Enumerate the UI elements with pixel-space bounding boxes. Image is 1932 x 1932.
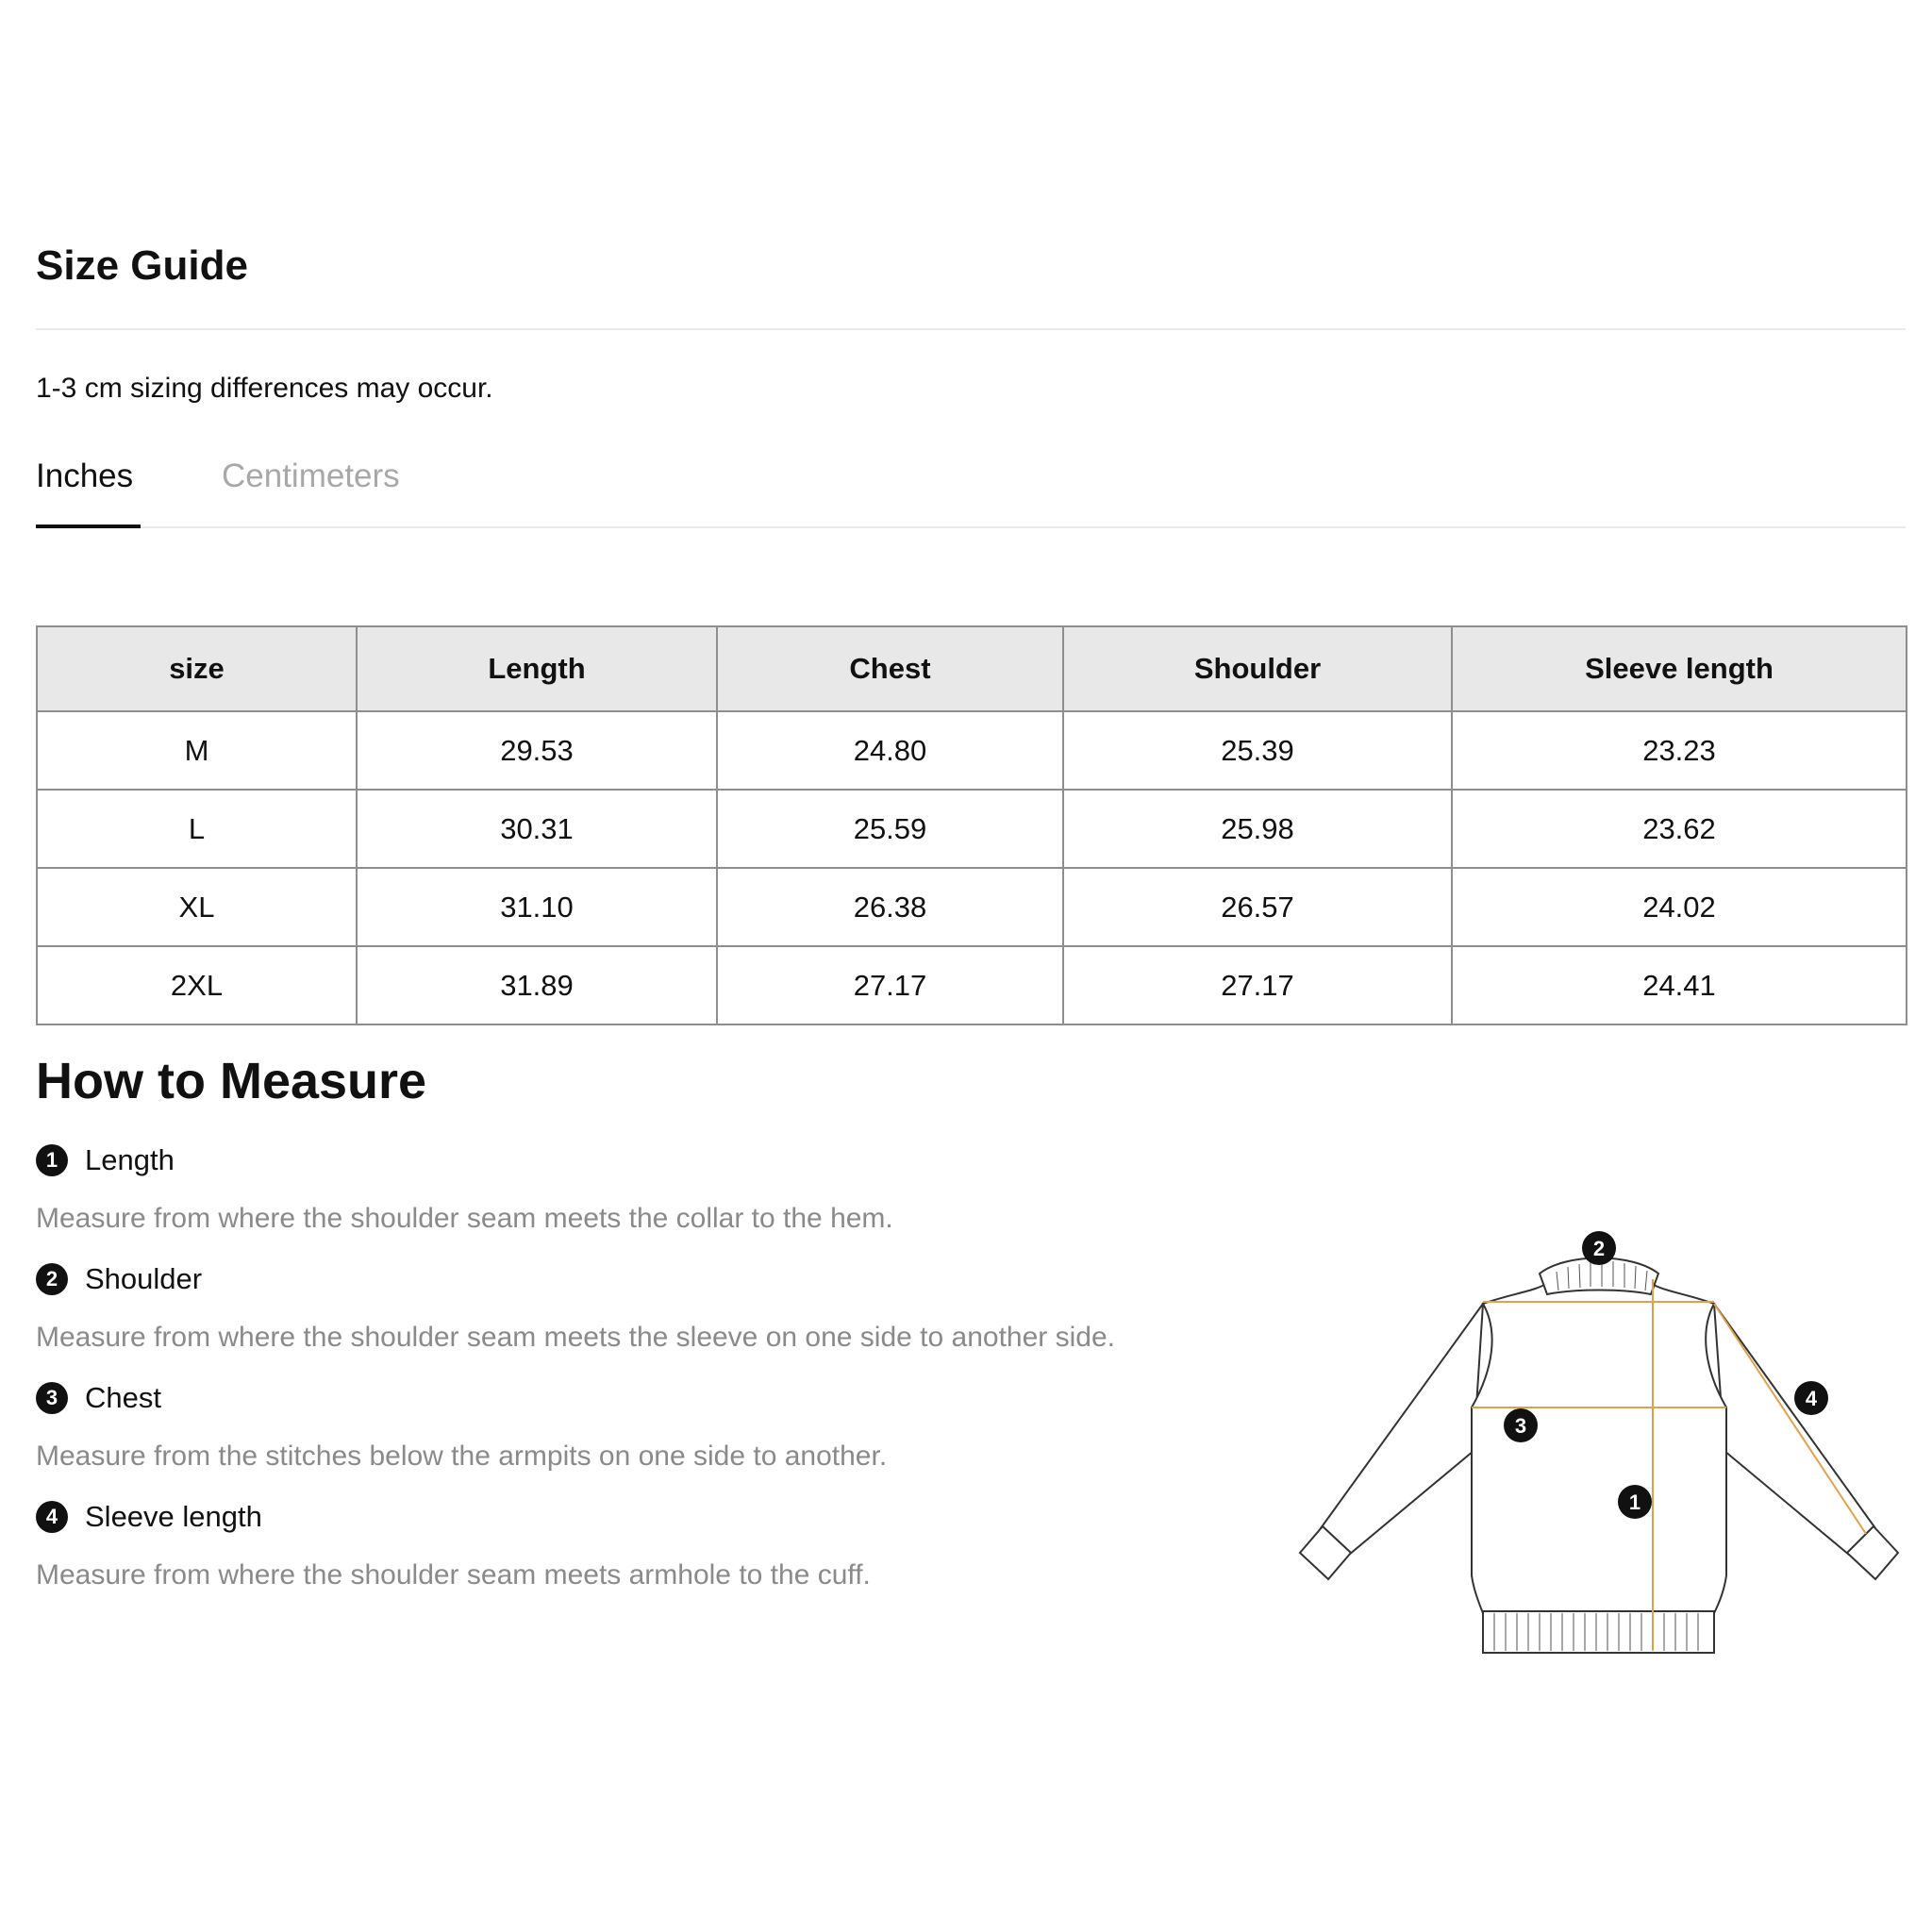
sweater-measurement-diagram [1283,1217,1924,1670]
number-1-icon: 1 [36,1144,68,1176]
table-cell: 2XL [37,946,357,1024]
number-3-icon: 3 [36,1382,68,1414]
table-cell: 25.59 [717,790,1063,868]
measure-label: Shoulder [85,1262,203,1295]
table-cell: 29.53 [357,711,717,790]
number-2-icon: 2 [36,1263,68,1295]
column-header-size: size [37,626,357,711]
table-cell: 26.57 [1063,868,1452,946]
table-cell: M [37,711,357,790]
table-cell: L [37,790,357,868]
table-cell: 27.17 [717,946,1063,1024]
table-cell: 26.38 [717,868,1063,946]
column-header-chest: Chest [717,626,1063,711]
table-row [37,711,1907,790]
unit-tabs [36,443,1906,528]
marker-2-icon [1582,1231,1616,1265]
column-header-length: Length [357,626,717,711]
measure-item-shoulder [36,1260,1115,1357]
measure-item-chest [36,1379,887,1475]
marker-label: 4 [1805,1387,1818,1410]
measure-label: Length [85,1143,175,1176]
table-cell: 23.62 [1452,790,1907,868]
table-cell: 24.41 [1452,946,1907,1024]
sizing-note: 1-3 cm sizing differences may occur. [36,373,493,404]
tab-inches[interactable]: Inches [36,458,134,494]
page-title: Size Guide [36,242,248,289]
marker-3-icon [1504,1408,1538,1442]
table-row [37,868,1907,946]
marker-label: 2 [1592,1237,1606,1260]
measure-description: Measure from where the shoulder seam meets the sleeve on one side to another side. [36,1322,1115,1353]
table-cell: XL [37,868,357,946]
tab-centimeters[interactable]: Centimeters [222,458,400,494]
marker-4-icon [1794,1381,1828,1415]
table-header-row [37,626,1907,711]
table-cell: 25.98 [1063,790,1452,868]
table-cell: 23.23 [1452,711,1907,790]
tabs-divider [36,526,1906,528]
measure-description: Measure from where the shoulder seam meets armhole to the cuff. [36,1559,871,1591]
table-cell: 31.89 [357,946,717,1024]
size-table [36,625,1907,1025]
title-divider [36,328,1906,330]
sweater-outline [1300,1258,1898,1654]
marker-label: 1 [1628,1491,1641,1514]
measure-item-sleeve-length [36,1498,871,1594]
table-cell: 30.31 [357,790,717,868]
how-to-measure-title: How to Measure [36,1053,427,1109]
number-4-icon: 4 [36,1501,68,1533]
column-header-sleeve-length: Sleeve length [1452,626,1907,711]
table-cell: 24.80 [717,711,1063,790]
table-row [37,946,1907,1024]
table-cell: 25.39 [1063,711,1452,790]
measure-description: Measure from the stitches below the armpits on one side to another. [36,1441,888,1472]
active-tab-indicator [36,525,141,528]
measure-label: Sleeve length [85,1500,262,1533]
table-cell: 27.17 [1063,946,1452,1024]
column-header-shoulder: Shoulder [1063,626,1452,711]
table-cell: 31.10 [357,868,717,946]
table-cell: 24.02 [1452,868,1907,946]
measure-description: Measure from where the shoulder seam meets the collar to the hem. [36,1203,893,1234]
table-row [37,790,1907,868]
measure-item-length [36,1141,893,1238]
measure-label: Chest [85,1381,161,1414]
marker-label: 3 [1514,1414,1527,1438]
marker-1-icon [1618,1485,1652,1519]
